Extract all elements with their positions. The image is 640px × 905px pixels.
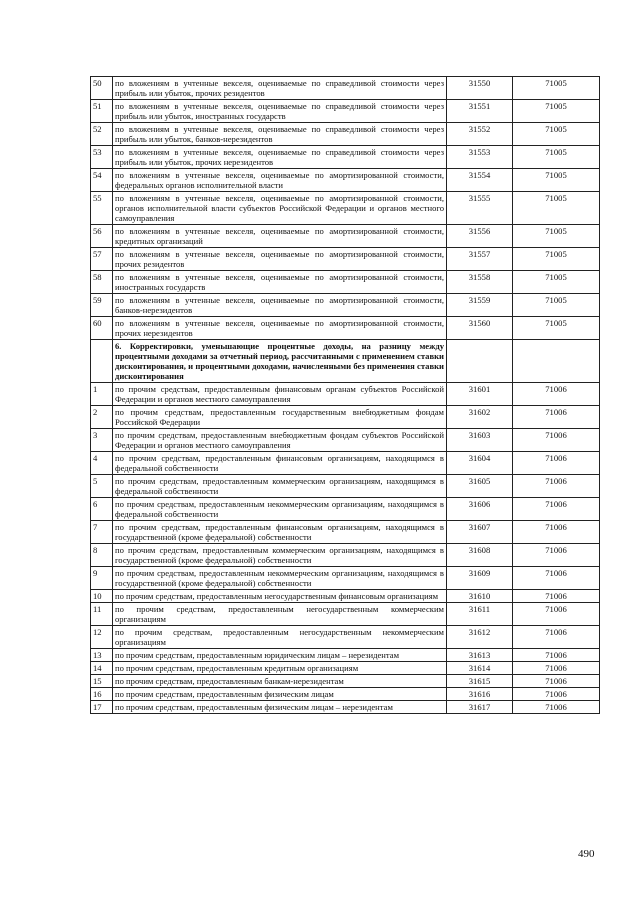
description-cell: по вложениям в учтенные векселя, оцениваемые по амортизированной стоимости, прочих нерезидентов	[113, 317, 447, 340]
description-cell: по прочим средствам, предоставленным физическим лицам	[113, 688, 447, 701]
row-number-cell: 53	[91, 146, 113, 169]
row-number-cell: 10	[91, 590, 113, 603]
table-row	[91, 626, 600, 649]
row-number-cell: 50	[91, 77, 113, 100]
description-cell: по прочим средствам, предоставленным финансовым организациям, находящимся в федеральной собственности	[113, 452, 447, 475]
table-row	[91, 169, 600, 192]
description-cell: по прочим средствам, предоставленным финансовым органам субъектов Российской Федерации и органов местного самоуправления	[113, 383, 447, 406]
account-number-cell: 71006	[513, 475, 600, 498]
description-cell: по прочим средствам, предоставленным некоммерческим организациям, находящимся в государственной (кроме федеральной) собственности	[113, 567, 447, 590]
table-row	[91, 603, 600, 626]
symbol-code-cell: 31607	[447, 521, 513, 544]
description-cell: по вложениям в учтенные векселя, оцениваемые по справедливой стоимости через прибыль или убыток, прочих нерезидентов	[113, 146, 447, 169]
accounts-table	[90, 76, 600, 714]
row-number-cell: 11	[91, 603, 113, 626]
row-number-cell: 54	[91, 169, 113, 192]
symbol-code-cell: 31551	[447, 100, 513, 123]
table-row	[91, 77, 600, 100]
description-cell: 6. Корректировки, уменьшающие процентные доходы, на разницу между процентными доходами за отчетный период, рассчитанными с применением ставки дисконтирования, и процентными доходами, начисленными без применения ставки дисконтирования	[113, 340, 447, 383]
account-number-cell: 71006	[513, 662, 600, 675]
table-row	[91, 688, 600, 701]
symbol-code-cell: 31603	[447, 429, 513, 452]
row-number-cell	[91, 340, 113, 383]
account-number-cell: 71006	[513, 406, 600, 429]
row-number-cell: 9	[91, 567, 113, 590]
description-cell: по вложениям в учтенные векселя, оцениваемые по амортизированной стоимости, иностранных государств	[113, 271, 447, 294]
description-cell: по прочим средствам, предоставленным коммерческим организациям, находящимся в государственной (кроме федеральной) собственности	[113, 544, 447, 567]
description-cell: по вложениям в учтенные векселя, оцениваемые по амортизированной стоимости, органов исполнительной власти субъектов Российской Федерации и органов местного самоуправления	[113, 192, 447, 225]
account-number-cell: 71006	[513, 544, 600, 567]
table-row	[91, 317, 600, 340]
description-cell: по прочим средствам, предоставленным внебюджетным фондам субъектов Российской Федерации и органов местного самоуправления	[113, 429, 447, 452]
symbol-code-cell: 31553	[447, 146, 513, 169]
description-cell: по прочим средствам, предоставленным некоммерческим организациям, находящимся в федеральной собственности	[113, 498, 447, 521]
row-number-cell: 6	[91, 498, 113, 521]
section-header-row	[91, 340, 600, 383]
account-number-cell: 71005	[513, 294, 600, 317]
row-number-cell: 12	[91, 626, 113, 649]
account-number-cell: 71006	[513, 649, 600, 662]
row-number-cell: 7	[91, 521, 113, 544]
table-row	[91, 225, 600, 248]
description-cell: по прочим средствам, предоставленным негосударственным коммерческим организациям	[113, 603, 447, 626]
account-number-cell: 71006	[513, 498, 600, 521]
symbol-code-cell: 31602	[447, 406, 513, 429]
table-row	[91, 662, 600, 675]
table-row	[91, 498, 600, 521]
table-row	[91, 590, 600, 603]
account-number-cell: 71005	[513, 123, 600, 146]
account-number-cell: 71005	[513, 77, 600, 100]
description-cell: по вложениям в учтенные векселя, оцениваемые по справедливой стоимости через прибыль или убыток, банков-нерезидентов	[113, 123, 447, 146]
row-number-cell: 8	[91, 544, 113, 567]
symbol-code-cell: 31558	[447, 271, 513, 294]
accounts-table-body	[91, 77, 600, 714]
symbol-code-cell: 31616	[447, 688, 513, 701]
account-number-cell: 71006	[513, 383, 600, 406]
description-cell: по прочим средствам, предоставленным государственным внебюджетным фондам Российской Федерации	[113, 406, 447, 429]
table-row	[91, 271, 600, 294]
account-number-cell: 71005	[513, 271, 600, 294]
symbol-code-cell: 31556	[447, 225, 513, 248]
symbol-code-cell: 31605	[447, 475, 513, 498]
row-number-cell: 56	[91, 225, 113, 248]
table-row	[91, 429, 600, 452]
description-cell: по прочим средствам, предоставленным физическим лицам – нерезидентам	[113, 701, 447, 714]
symbol-code-cell: 31608	[447, 544, 513, 567]
table-row	[91, 294, 600, 317]
table-row	[91, 675, 600, 688]
account-number-cell: 71006	[513, 521, 600, 544]
symbol-code-cell: 31554	[447, 169, 513, 192]
row-number-cell: 52	[91, 123, 113, 146]
description-cell: по прочим средствам, предоставленным финансовым организациям, находящимся в государственной (кроме федеральной) собственности	[113, 521, 447, 544]
row-number-cell: 57	[91, 248, 113, 271]
symbol-code-cell: 31615	[447, 675, 513, 688]
symbol-code-cell: 31550	[447, 77, 513, 100]
account-number-cell: 71006	[513, 603, 600, 626]
account-number-cell: 71006	[513, 590, 600, 603]
symbol-code-cell: 31617	[447, 701, 513, 714]
table-row	[91, 567, 600, 590]
account-number-cell: 71006	[513, 626, 600, 649]
account-number-cell: 71005	[513, 192, 600, 225]
page-number: 490	[578, 848, 595, 860]
account-number-cell: 71005	[513, 317, 600, 340]
table-row	[91, 406, 600, 429]
row-number-cell: 58	[91, 271, 113, 294]
symbol-code-cell	[447, 340, 513, 383]
table-row	[91, 475, 600, 498]
account-number-cell: 71005	[513, 225, 600, 248]
row-number-cell: 5	[91, 475, 113, 498]
symbol-code-cell: 31613	[447, 649, 513, 662]
description-cell: по прочим средствам, предоставленным негосударственным финансовым организациям	[113, 590, 447, 603]
symbol-code-cell: 31611	[447, 603, 513, 626]
row-number-cell: 16	[91, 688, 113, 701]
table-row	[91, 383, 600, 406]
symbol-code-cell: 31560	[447, 317, 513, 340]
row-number-cell: 60	[91, 317, 113, 340]
row-number-cell: 1	[91, 383, 113, 406]
row-number-cell: 17	[91, 701, 113, 714]
symbol-code-cell: 31604	[447, 452, 513, 475]
table-row	[91, 649, 600, 662]
account-number-cell: 71005	[513, 100, 600, 123]
description-cell: по вложениям в учтенные векселя, оцениваемые по амортизированной стоимости, кредитных организаций	[113, 225, 447, 248]
row-number-cell: 55	[91, 192, 113, 225]
description-cell: по прочим средствам, предоставленным юридическим лицам – нерезидентам	[113, 649, 447, 662]
symbol-code-cell: 31557	[447, 248, 513, 271]
account-number-cell: 71006	[513, 688, 600, 701]
row-number-cell: 14	[91, 662, 113, 675]
symbol-code-cell: 31555	[447, 192, 513, 225]
description-cell: по прочим средствам, предоставленным коммерческим организациям, находящимся в федеральной собственности	[113, 475, 447, 498]
account-number-cell	[513, 340, 600, 383]
account-number-cell: 71005	[513, 169, 600, 192]
symbol-code-cell: 31559	[447, 294, 513, 317]
description-cell: по прочим средствам, предоставленным негосударственным некоммерческим организациям	[113, 626, 447, 649]
account-number-cell: 71005	[513, 146, 600, 169]
row-number-cell: 59	[91, 294, 113, 317]
description-cell: по прочим средствам, предоставленным кредитным организациям	[113, 662, 447, 675]
table-row	[91, 248, 600, 271]
row-number-cell: 15	[91, 675, 113, 688]
symbol-code-cell: 31614	[447, 662, 513, 675]
table-row	[91, 146, 600, 169]
table-row	[91, 192, 600, 225]
row-number-cell: 4	[91, 452, 113, 475]
description-cell: по вложениям в учтенные векселя, оцениваемые по справедливой стоимости через прибыль или убыток, прочих резидентов	[113, 77, 447, 100]
account-number-cell: 71006	[513, 567, 600, 590]
symbol-code-cell: 31612	[447, 626, 513, 649]
symbol-code-cell: 31609	[447, 567, 513, 590]
account-number-cell: 71006	[513, 675, 600, 688]
table-row	[91, 123, 600, 146]
description-cell: по вложениям в учтенные векселя, оцениваемые по амортизированной стоимости, банков-нерезидентов	[113, 294, 447, 317]
account-number-cell: 71006	[513, 452, 600, 475]
symbol-code-cell: 31601	[447, 383, 513, 406]
row-number-cell: 2	[91, 406, 113, 429]
description-cell: по прочим средствам, предоставленным банкам-нерезидентам	[113, 675, 447, 688]
table-row	[91, 521, 600, 544]
table-row	[91, 544, 600, 567]
table-row	[91, 100, 600, 123]
description-cell: по вложениям в учтенные векселя, оцениваемые по амортизированной стоимости, федеральных органов исполнительной власти	[113, 169, 447, 192]
row-number-cell: 13	[91, 649, 113, 662]
row-number-cell: 3	[91, 429, 113, 452]
symbol-code-cell: 31610	[447, 590, 513, 603]
symbol-code-cell: 31552	[447, 123, 513, 146]
account-number-cell: 71006	[513, 429, 600, 452]
account-number-cell: 71006	[513, 701, 600, 714]
row-number-cell: 51	[91, 100, 113, 123]
table-row	[91, 452, 600, 475]
description-cell: по вложениям в учтенные векселя, оцениваемые по справедливой стоимости через прибыль или убыток, иностранных государств	[113, 100, 447, 123]
symbol-code-cell: 31606	[447, 498, 513, 521]
description-cell: по вложениям в учтенные векселя, оцениваемые по амортизированной стоимости, прочих резидентов	[113, 248, 447, 271]
account-number-cell: 71005	[513, 248, 600, 271]
table-row	[91, 701, 600, 714]
